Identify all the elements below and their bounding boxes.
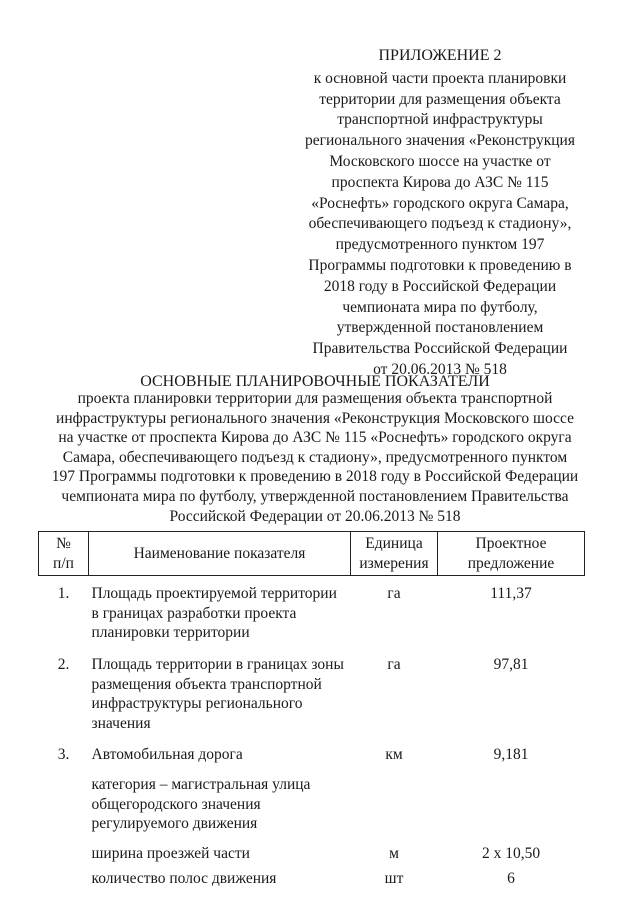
row-name-line: Автомобильная дорога (91, 746, 243, 764)
row-name (89, 655, 351, 733)
row-number (39, 844, 89, 864)
appendix-line: чемпионата мира по футболу, (342, 298, 538, 316)
row-number (39, 775, 89, 834)
row-value: 97,81 (493, 655, 529, 673)
row-unit: шт (384, 870, 404, 888)
header-value-line2: предложение (467, 554, 555, 572)
row-value (438, 775, 585, 834)
row-number: 1. (57, 585, 70, 603)
appendix-line: обеспечивающего подъезд к стадиону», (308, 215, 572, 233)
appendix-line: утвержденной постановлением (336, 319, 544, 337)
subtitle-line: Российской Федерации от 20.06.2013 № 518 (169, 507, 461, 525)
table-header-row (39, 532, 585, 576)
row-name-line: Площадь территории в границах зоны (91, 655, 344, 673)
row-name-line: категория – магистральная улица (91, 775, 311, 793)
table-row (39, 745, 585, 765)
appendix-line: Программы подготовки к проведению в (308, 256, 572, 274)
row-name (89, 775, 351, 834)
row-name (89, 844, 351, 864)
table-row (39, 775, 585, 834)
subtitle-line: на участке от проспекта Кирова до АЗС № 115 «Роснефть» городского округа (58, 429, 572, 447)
row-value: 111,37 (490, 585, 532, 603)
row-unit: км (385, 746, 403, 764)
row-value: 6 (507, 870, 515, 888)
row-name-line: количество полос движения (91, 870, 277, 888)
appendix-line: проспекта Кирова до АЗС № 115 (331, 173, 549, 191)
appendix-line: 2018 году в Российской Федерации (323, 277, 557, 295)
appendix-block (290, 46, 590, 381)
header-value (438, 532, 585, 576)
row-name-line: в границах разработки проекта (91, 604, 297, 622)
header-number-line2: п/п (53, 554, 74, 572)
table-row (39, 584, 585, 643)
row-name-line: размещения объекта транспортной (91, 675, 322, 693)
table-row (39, 655, 585, 733)
row-value: 9,181 (493, 746, 529, 764)
row-name-line: общегородского значения (91, 795, 261, 813)
row-name (89, 745, 351, 765)
subtitle-line: чемпионата мира по футболу, утвержденной постановлением Правительства (61, 487, 569, 505)
subtitle-line: инфраструктуры регионального значения «Реконструкция Московского шоссе (56, 409, 574, 427)
header-unit-line1: Единица (365, 535, 423, 552)
row-number: 2. (57, 655, 70, 673)
header-value-line1: Проектное (475, 535, 547, 552)
header-unit-line2: измерения (359, 554, 429, 572)
row-name-line: Площадь проектируемой территории (91, 585, 337, 603)
subtitle-line: Самара, обеспечивающего подъезд к стадиону», предусмотренного пунктом (62, 448, 568, 466)
appendix-line: предусмотренного пунктом 197 (335, 236, 545, 254)
appendix-line: территории для размещения объекта (319, 90, 561, 108)
document-title: ОСНОВНЫЕ ПЛАНИРОВОЧНЫЕ ПОКАЗАТЕЛИ (140, 373, 490, 390)
row-name (89, 869, 351, 889)
row-unit: м (389, 844, 399, 862)
row-name-line: регулируемого движения (91, 815, 258, 833)
subtitle-line: 197 Программы подготовки к проведению в 2018 году в Российской Федерации (51, 468, 579, 486)
table-row (39, 869, 585, 889)
appendix-line: Московского шоссе на участке от (329, 152, 551, 170)
appendix-heading: ПРИЛОЖЕНИЕ 2 (378, 47, 502, 64)
row-unit: га (387, 585, 401, 603)
row-name-line: инфраструктуры регионального (91, 695, 303, 713)
document-subtitle (40, 389, 590, 526)
row-unit (351, 775, 438, 834)
row-name-line: планировки территории (91, 624, 250, 642)
header-name: Наименование показателя (89, 532, 351, 576)
header-number-line1: № (56, 535, 71, 552)
table-row (39, 844, 585, 864)
indicators-table (38, 531, 585, 889)
appendix-line: регионального значения «Реконструкция (305, 132, 575, 150)
appendix-line: к основной части проекта планировки (313, 69, 567, 87)
row-name-line: значения (91, 714, 151, 732)
appendix-line: от 20.06.2013 № 518 (373, 360, 507, 378)
subtitle-line: проекта планировки территории для размещения объекта транспортной (77, 390, 553, 407)
row-number: 3. (57, 746, 70, 764)
row-value: 2 х 10,50 (481, 844, 541, 862)
row-unit: га (387, 655, 401, 673)
row-name (89, 584, 351, 643)
appendix-line: «Роснефть» городского округа Самара, (311, 194, 569, 212)
header-number (39, 532, 89, 576)
row-number (39, 869, 89, 889)
header-unit (351, 532, 438, 576)
appendix-line: Правительства Российской Федерации (312, 340, 568, 358)
appendix-line: транспортной инфраструктуры (337, 111, 543, 129)
row-name-line: ширина проезжей части (91, 844, 250, 862)
